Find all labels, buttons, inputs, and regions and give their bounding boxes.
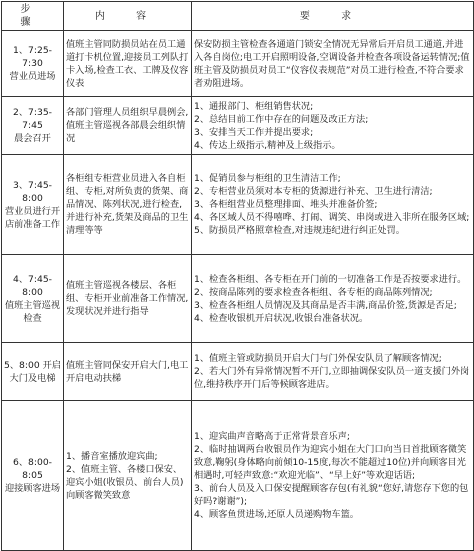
requirement-item: 3、安排当天工作并提出要求; — [194, 126, 314, 138]
requirement-item: 3、检查各柜组人员情况及其商品是否丰满,商品价签,货源是否足; — [194, 299, 457, 311]
requirement-item: 5、防损员严格照章检查,对违规违纪进行纠正处罚。 — [194, 225, 405, 236]
table-row — [2, 31, 474, 97]
requirement-item: 2、按商品陈列的要求检查各柜组、各专柜的商品陈列情况; — [194, 286, 433, 298]
requirement-item: 1、促销员参与柜组的卫生清洁工作; — [194, 173, 341, 184]
header-row — [2, 2, 474, 31]
requirement-item: 4、传达上级指示,精神及上级指示。 — [194, 139, 341, 151]
content-cell: 值班主管同保安开启大门,电工开启电动扶梯 — [64, 343, 192, 401]
step-cell — [2, 401, 64, 551]
step-title: 晨会召开 — [14, 133, 51, 144]
step-cell — [2, 97, 64, 155]
requirement-item: 2、总结目前工作中存在的问题及改正方法; — [194, 113, 369, 125]
step-cell — [2, 255, 64, 343]
requirement-item: 1、检查各柜组、各专柜在开门前的一切准备工作是否按要求进行。 — [194, 273, 467, 285]
step-time: 6、8:00-8:05 — [13, 457, 52, 481]
requirements-cell — [192, 255, 474, 343]
content-cell: 各部门管理人员组织早晨例会,值班主管巡视各部晨会组织情况 — [64, 97, 192, 155]
step-cell — [2, 31, 64, 97]
step-time: 2、7:35-7:45 — [13, 107, 52, 131]
header-step: 步 骤 — [2, 2, 64, 31]
table-row — [2, 401, 474, 551]
step-title: 营业员进行开店前准备工作 — [4, 205, 61, 230]
requirement-item: 2、临时抽调两台收银员作为迎宾小姐在大门口向当日首批顾客微笑致意,鞠躬(身体略向前倾10-15度,每次不能超过10位)并向顾客目光相遇时,可轻声致意:“欢迎光临”、“早上好”等欢迎话语; — [194, 444, 467, 481]
requirement-item: 2、若大门外有异常情况暂不开门,立即抽调保安队员一道支援门外岗位,维持秩序开门后等候顾客进店。 — [194, 366, 470, 390]
requirement-item: 3、各柜组营业员整理排面、堆头并准备价签; — [194, 199, 378, 210]
table-row — [2, 255, 474, 343]
step-cell — [2, 343, 64, 401]
table-row — [2, 97, 474, 155]
header-requirements: 要 求 — [192, 2, 474, 31]
content-cell: 各柜组专柜营业员进入各自柜组、专柜,对所负责的货架、商品情况、陈列状况,进行检查,并进行补充,货架及商品的卫生清理等等 — [64, 155, 192, 255]
requirement-item: 1、迎宾曲声音略高于正常背景音乐声; — [194, 431, 350, 442]
requirements-cell — [192, 343, 474, 401]
table-row — [2, 343, 474, 401]
requirement-item: 4、各区域人员不得嘻哗、打闹、调笑、串岗或进入非所在服务区域; — [194, 212, 470, 223]
step-title: 值班主管巡视检查 — [4, 299, 61, 324]
step-title: 营业员进场 — [9, 71, 56, 82]
content-cell: 值班主管巡视各楼层、各柜组、专柜开业前准备工作情况,发现状况并进行指导 — [64, 255, 192, 343]
step-cell — [2, 155, 64, 255]
step-time: 3、7:45-8:00 — [13, 179, 52, 204]
content-cell: 1、播音室播放迎宾曲; 2、值班主管、各楼口保安、迎宾小姐(收银员、前台人员)向顾客微笑致意 — [64, 401, 192, 551]
procedure-table — [1, 1, 474, 551]
requirement-item: 4、检查收银机开启状况,收银台准备状况。 — [194, 312, 369, 324]
content-cell: 值班主管同防损员站在员工通道打卡机位置,迎接员工列队打卡入场,检查工衣、工牌及仪容仪表 — [64, 31, 192, 97]
step-title: 5、8:00 开启大门及电梯 — [4, 359, 61, 384]
step-time: 1、7:25-7:30 — [13, 45, 52, 69]
requirement-item: 保安防损主管检查各通道门锁安全情况无异常后开启员工通道,并进入各自岗位;电工开启照明设备,空调设备并检查各项设备运转情况;值班主管及防损员对员工“仪容仪表规范”对员工进行检查,不符合要求者劝阻进场。 — [194, 38, 470, 89]
requirement-item: 4、顾客鱼贯进场,还原人员递购物车篮。 — [194, 509, 359, 520]
requirements-cell — [192, 97, 474, 155]
requirement-item: 2、专柜营业员须对本专柜的货源进行补充、卫生进行清洁; — [194, 186, 433, 197]
requirements-cell — [192, 31, 474, 97]
header-content: 内 容 — [64, 2, 192, 31]
requirement-item: 1、值班主管或防损员开启大门与门外保安队员了解顾客情况; — [194, 353, 442, 364]
requirement-item: 3、前台人员及入口保安提醒顾客存包(有礼貌“您好,请您存下您的包好吗?谢谢”); — [194, 483, 469, 507]
step-time: 4、7:45-8:00 — [13, 273, 52, 298]
requirements-cell — [192, 155, 474, 255]
requirement-item: 1、通报部门、柜组销售状况; — [194, 100, 314, 112]
step-title: 迎接顾客进场 — [4, 483, 61, 494]
requirements-cell — [192, 401, 474, 551]
table-row — [2, 155, 474, 255]
